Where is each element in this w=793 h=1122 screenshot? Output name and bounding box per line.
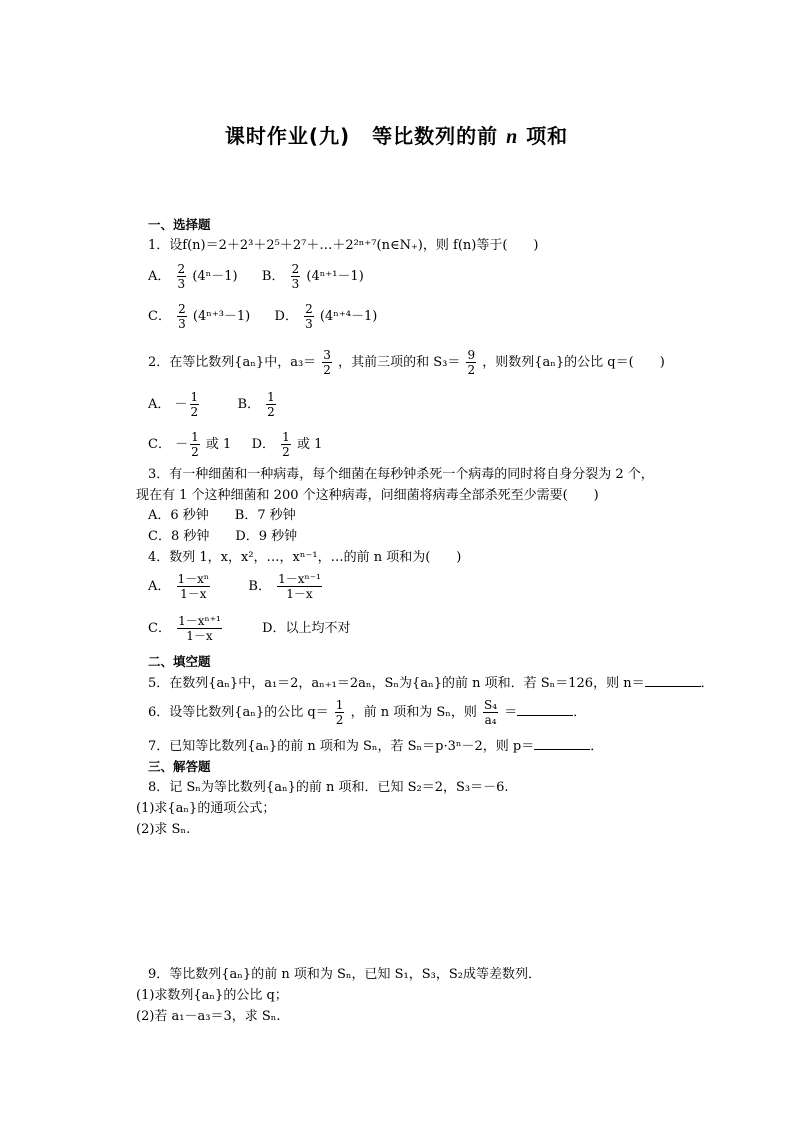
- q3-options-cd: C．8 秒钟 D．9 秒钟: [148, 529, 298, 544]
- q6-p2: ，前 n 项和为 Sₙ，则: [350, 705, 477, 720]
- q5-blank: [645, 674, 701, 687]
- section-fill: 二、填空题: [148, 654, 211, 669]
- q1-a-rest: (4ⁿ－1): [192, 269, 238, 284]
- q2-c-frac: [190, 430, 200, 459]
- frac-num: 1: [282, 430, 290, 444]
- q7-text: 7．已知等比数列{aₙ}的前 n 项和为 Sₙ，若 Sₙ＝p·3ⁿ－2，则 p＝: [148, 739, 535, 754]
- q2-b-label: B．: [237, 397, 261, 412]
- q2-a-sign: －: [174, 397, 188, 412]
- title-part2: 等比数列的前: [372, 124, 499, 148]
- q8-sub2: (2)求 Sₙ.: [136, 822, 191, 837]
- q4-b-frac: [277, 572, 322, 601]
- q1-b-frac: [291, 262, 301, 291]
- q2-c-tail: 或 1: [205, 437, 232, 452]
- frac-num: 9: [467, 348, 476, 362]
- section-answer: 三、解答题: [148, 759, 211, 774]
- frac-den: 3: [177, 277, 186, 291]
- q2-a3-frac: [322, 348, 332, 377]
- q1-c-label: C．: [148, 309, 171, 324]
- q4-options-ab: [148, 572, 324, 601]
- q2-options-cd: [148, 430, 322, 459]
- q4-a-label: A．: [148, 579, 171, 594]
- q2-s3-frac: [466, 348, 476, 377]
- q2-d-frac: [281, 430, 291, 459]
- frac-den: a₄: [484, 713, 497, 727]
- frac-den: 2: [282, 445, 290, 459]
- frac-num: 2: [305, 302, 313, 316]
- q5-text: 5．在数列{aₙ}中，a₁＝2，aₙ₊₁＝2aₙ，Sₙ为{aₙ}的前 n 项和．若 Sₙ＝126，则 n＝: [148, 676, 645, 691]
- q8-sub1: (1)求{aₙ}的通项公式；: [136, 801, 276, 816]
- section-choice: 一、选择题: [148, 217, 211, 232]
- q1-options-cd: [148, 302, 377, 331]
- q9-stem: 9．等比数列{aₙ}的前 n 项和为 Sₙ，已知 S₁，S₃，S₂成等差数列．: [148, 967, 541, 982]
- frac-num: S₄: [484, 698, 498, 712]
- q4-options-cd: [148, 614, 351, 643]
- frac-num: 1: [267, 390, 275, 404]
- q1-d-rest: (4ⁿ⁺⁴－1): [319, 309, 378, 324]
- frac-den: 3: [178, 317, 186, 331]
- q2-p1: 2．在等比数列{aₙ}中，a₃＝: [148, 355, 317, 370]
- q6-blank: [517, 703, 573, 716]
- q1-d-frac: [304, 302, 314, 331]
- q4-c-frac: [177, 614, 222, 643]
- q2-a-label: A．: [148, 397, 171, 412]
- frac-num: 2: [291, 262, 300, 276]
- q1-b-label: B．: [261, 269, 285, 284]
- q2-p3: ，则数列{aₙ}的公比 q＝( ): [482, 355, 665, 370]
- frac-den: 2: [467, 363, 476, 377]
- q5-end: ．: [700, 676, 714, 691]
- q2-options-ab: [148, 390, 278, 419]
- q9-sub2: (2)若 a₁－a₃＝3，求 Sₙ.: [136, 1009, 281, 1024]
- frac-den: 1－x: [180, 587, 207, 601]
- q2-d-label: D．: [251, 437, 276, 452]
- frac-num: 2: [178, 302, 186, 316]
- q7: [148, 737, 603, 756]
- frac-num: 1: [191, 430, 199, 444]
- q9-sub1: (1)求数列{aₙ}的公比 q；: [136, 988, 288, 1003]
- q5: [148, 674, 714, 693]
- frac-den: 1－x: [286, 587, 313, 601]
- frac-den: 2: [191, 445, 199, 459]
- q6-q-frac: [335, 698, 345, 727]
- page-title: [0, 120, 793, 149]
- q6-p1: 6．设等比数列{aₙ}的公比 q＝: [148, 705, 329, 720]
- q7-blank: [534, 737, 590, 750]
- q2-c-label: C．: [148, 437, 171, 452]
- q2-p2: ，其前三项的和 S₃＝: [338, 355, 461, 370]
- frac-num: 1－xⁿ⁻¹: [278, 572, 321, 586]
- q2-d-tail: 或 1: [296, 437, 323, 452]
- q2-a-frac: [190, 390, 200, 419]
- q1-options-ab: [148, 262, 364, 291]
- q4-b-label: B．: [248, 579, 271, 594]
- q1-a-frac: [177, 262, 187, 291]
- frac-num: 1－xⁿ: [177, 572, 210, 586]
- q6: [148, 698, 586, 727]
- q4-d-option: D．以上均不对: [262, 621, 351, 636]
- q6-p3: ＝: [504, 705, 518, 720]
- q8-stem: 8．记 Sₙ为等比数列{aₙ}的前 n 项和．已知 S₂＝2，S₃＝－6.: [148, 780, 509, 795]
- frac-num: 1－xⁿ⁺¹: [178, 614, 221, 628]
- frac-den: 2: [335, 713, 344, 727]
- q2-stem: [148, 348, 665, 377]
- frac-den: 2: [267, 405, 275, 419]
- frac-num: 3: [323, 348, 331, 362]
- q4-c-label: C．: [148, 621, 171, 636]
- q1-c-frac: [177, 302, 187, 331]
- q4-stem: 4．数列 1，x，x²，…，xⁿ⁻¹，…的前 n 项和为( ): [148, 550, 462, 565]
- q1-b-rest: (4ⁿ⁺¹－1): [306, 269, 364, 284]
- frac-num: 1: [190, 390, 199, 404]
- frac-den: 3: [305, 317, 313, 331]
- q1-a-label: A．: [148, 269, 171, 284]
- title-part1: 课时作业(九): [224, 124, 351, 148]
- q2-b-frac: [266, 390, 276, 419]
- frac-den: 2: [323, 363, 331, 377]
- q3-line1: 3．有一种细菌和一种病毒，每个细菌在每秒钟杀死一个病毒的同时将自身分裂为 2 个，: [148, 467, 654, 482]
- frac-den: 1－x: [186, 629, 213, 643]
- q7-end: ．: [590, 739, 604, 754]
- q1-stem: 1．设f(n)＝2＋2³＋2⁵＋2⁷＋…＋2²ⁿ⁺⁷(n∈N₊)，则 f(n)等于( ): [148, 238, 539, 253]
- title-part3: 项和: [526, 124, 569, 148]
- q6-end: ．: [573, 705, 587, 720]
- q1-d-label: D．: [274, 309, 298, 324]
- q6-ratio-frac: [483, 698, 498, 727]
- q1-c-rest: (4ⁿ⁺³－1): [192, 309, 251, 324]
- q4-a-frac: [177, 572, 211, 601]
- title-var: n: [506, 126, 519, 148]
- frac-den: 2: [190, 405, 199, 419]
- q2-c-sign: －: [175, 437, 189, 452]
- q3-options-ab: A．6 秒钟 B．7 秒钟: [148, 508, 296, 523]
- frac-num: 2: [177, 262, 186, 276]
- frac-num: 1: [335, 698, 344, 712]
- q3-line2: 现在有 1 个这种细菌和 200 个这种病毒，问细菌将病毒全部杀死至少需要( ): [136, 488, 599, 503]
- frac-den: 3: [291, 277, 300, 291]
